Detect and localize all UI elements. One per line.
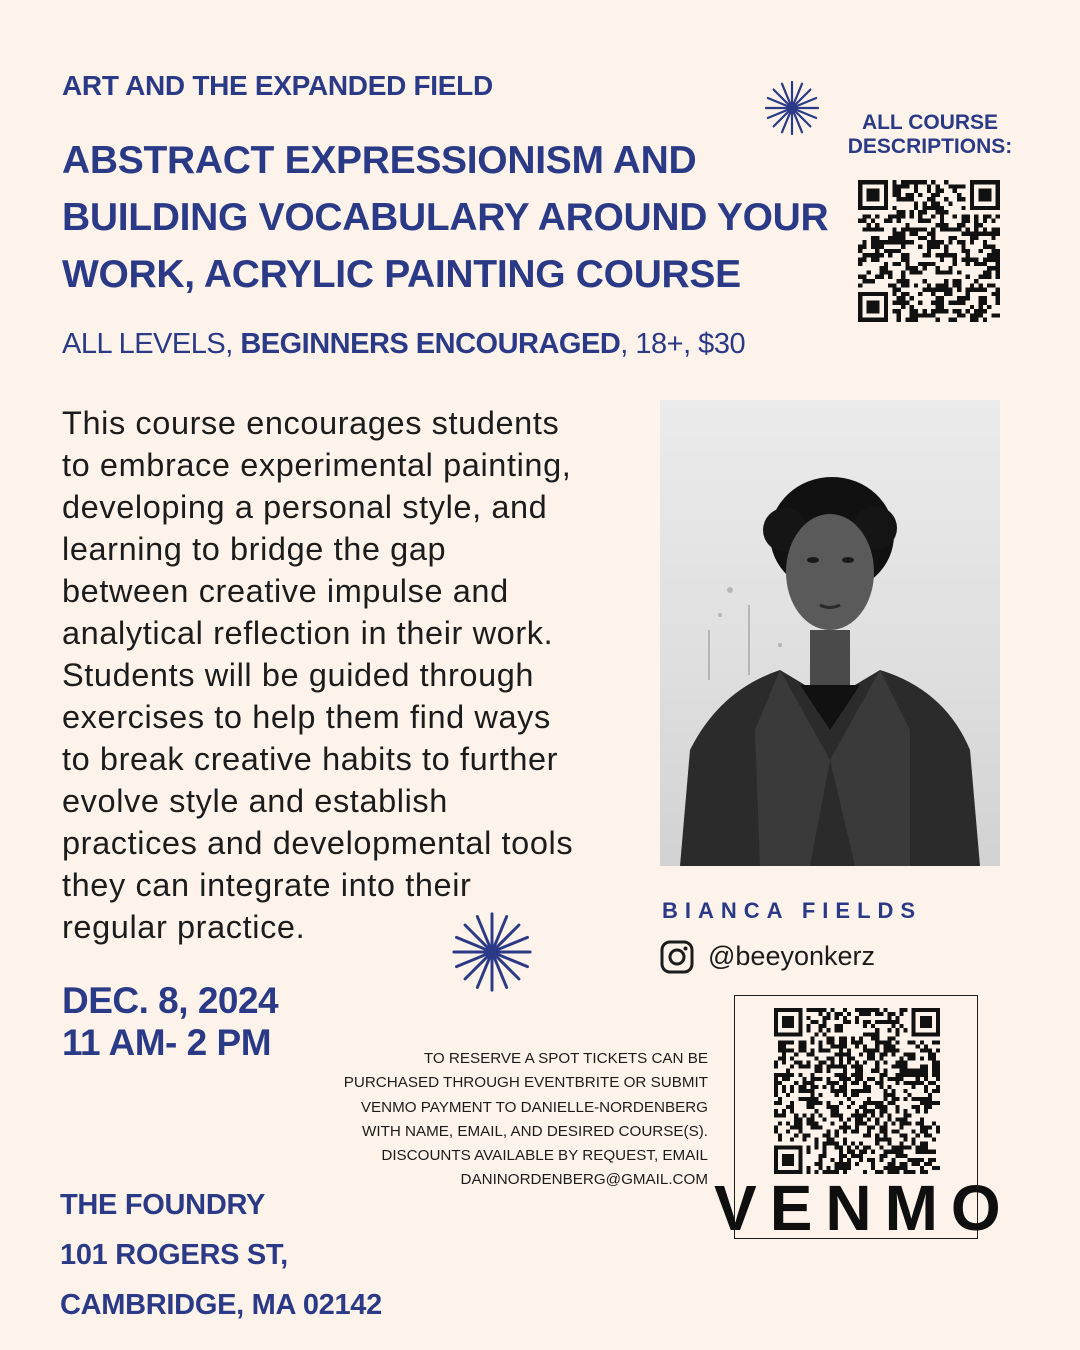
starburst-icon xyxy=(762,78,822,138)
course-description xyxy=(62,402,662,948)
event-date: DEC. 8, 2024 xyxy=(62,980,279,1021)
description-line: exercises to help them find ways xyxy=(62,699,551,735)
portrait-illustration xyxy=(660,400,1000,866)
instagram-handle[interactable]: @beeyonkerz xyxy=(708,941,875,971)
course-title-line: BUILDING VOCABULARY AROUND YOUR xyxy=(62,196,829,239)
venue-name: THE FOUNDRY xyxy=(60,1189,266,1221)
description-line: learning to bridge the gap xyxy=(62,531,447,567)
description-line: Students will be guided through xyxy=(62,657,535,693)
description-line: they can integrate into their xyxy=(62,867,472,903)
course-levels: ALL LEVELS, BEGINNERS ENCOURAGED, 18+, $30 xyxy=(62,328,746,360)
instagram-icon[interactable] xyxy=(660,940,694,974)
description-line: analytical reflection in their work. xyxy=(62,615,554,651)
course-title xyxy=(62,132,862,303)
description-line: developing a personal style, and xyxy=(62,489,548,525)
venmo-qr-code[interactable] xyxy=(774,1008,940,1174)
venue-address xyxy=(60,1180,382,1330)
description-line: practices and developmental tools xyxy=(62,825,574,861)
venmo-label: VENMO xyxy=(714,1172,1014,1244)
starburst-icon xyxy=(448,908,536,996)
reservation-info: TO RESERVE A SPOT TICKETS CAN BE PURCHASED THROUGH EVENTBRITE OR SUBMIT VENMO PAYMENT TO DANIELLE-NORDENBERG WITH NAME, EMAIL, AND DESIRED COURSE(S). DISCOUNTS AVAILABLE BY REQUEST, EMAIL DANINORDENBERG@GMAIL.COM xyxy=(343,1050,708,1189)
venue-street: 101 ROGERS ST, xyxy=(60,1239,288,1271)
description-line: to embrace experimental painting, xyxy=(62,447,572,483)
course-descriptions-label: ALL COURSE DESCRIPTIONS: xyxy=(847,111,1013,158)
description-line: regular practice. xyxy=(62,909,306,945)
event-time: 11 AM- 2 PM xyxy=(62,1022,272,1063)
course-title-line: WORK, ACRYLIC PAINTING COURSE xyxy=(62,253,741,296)
instructor-photo xyxy=(660,400,1000,866)
event-datetime xyxy=(62,980,278,1064)
description-line: evolve style and establish xyxy=(62,783,448,819)
series-title: ART AND THE EXPANDED FIELD xyxy=(62,70,493,101)
venue-city: CAMBRIDGE, MA 02142 xyxy=(60,1289,382,1321)
instructor-name: BIANCA FIELDS xyxy=(662,898,923,923)
description-line: to break creative habits to further xyxy=(62,741,559,777)
course-descriptions-qr-code[interactable] xyxy=(858,180,1000,322)
description-line: between creative impulse and xyxy=(62,573,509,609)
description-line: This course encourages students xyxy=(62,405,560,441)
course-title-line: ABSTRACT EXPRESSIONISM AND xyxy=(62,139,697,182)
